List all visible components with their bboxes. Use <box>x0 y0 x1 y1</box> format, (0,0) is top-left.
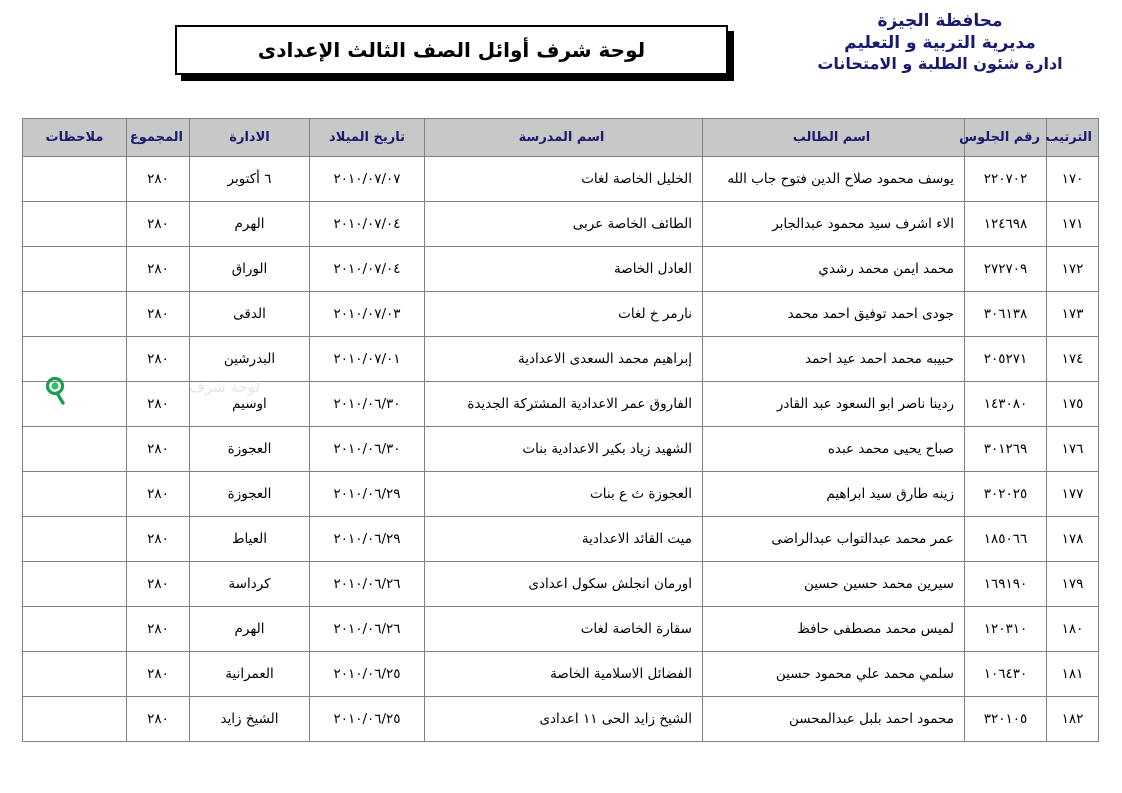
cell-school: ميت القائد الاعدادية <box>425 517 703 562</box>
table-row <box>23 157 1099 202</box>
cell-name: حبيبه محمد احمد عيد احمد <box>703 337 965 382</box>
cell-seat: ٢٧٢٧٠٩ <box>965 247 1047 292</box>
cell-seat: ٢٢٠٧٠٢ <box>965 157 1047 202</box>
cell-rank: ١٧٣ <box>1047 292 1099 337</box>
column-header-seat: رقم الجلوس <box>965 119 1047 157</box>
cell-notes <box>23 382 127 427</box>
page-title: لوحة شرف أوائل الصف الثالث الإعدادى <box>257 38 646 62</box>
cell-notes <box>23 472 127 517</box>
cell-total: ٢٨٠ <box>127 427 190 472</box>
cell-name: صباح يحيى محمد عبده <box>703 427 965 472</box>
cell-notes <box>23 292 127 337</box>
table-body <box>23 157 1099 742</box>
cell-notes <box>23 202 127 247</box>
cell-school: اورمان انجلش سكول اعدادى <box>425 562 703 607</box>
honor-roll-table <box>22 118 1099 742</box>
cell-dob: ٢٠١٠/٠٧/٠٧ <box>310 157 425 202</box>
cell-name: سلمي محمد علي محمود حسين <box>703 652 965 697</box>
cell-notes <box>23 337 127 382</box>
cell-notes <box>23 607 127 652</box>
cell-school: الخليل الخاصة لغات <box>425 157 703 202</box>
cell-seat: ٣٠١٢٦٩ <box>965 427 1047 472</box>
cell-admin: الهرم <box>190 202 310 247</box>
table-row <box>23 382 1099 427</box>
cell-school: نارمر خ لغات <box>425 292 703 337</box>
cell-notes <box>23 652 127 697</box>
column-header-notes: ملاحظات <box>23 119 127 157</box>
column-header-birthdate: تاريخ الميلاد <box>310 119 425 157</box>
cell-total: ٢٨٠ <box>127 607 190 652</box>
cell-admin: العجوزة <box>190 472 310 517</box>
column-header-total: المجموع <box>127 119 190 157</box>
cell-name: يوسف محمود صلاح الدين فتوح جاب الله <box>703 157 965 202</box>
cell-dob: ٢٠١٠/٠٦/٣٠ <box>310 382 425 427</box>
cell-name: زينه طارق سيد ابراهيم <box>703 472 965 517</box>
cell-school: إبراهيم محمد السعدى الاعدادية <box>425 337 703 382</box>
cell-name: محمد ايمن محمد رشدي <box>703 247 965 292</box>
governorate-line: محافظة الجيزة <box>877 11 1003 31</box>
cell-rank: ١٧٩ <box>1047 562 1099 607</box>
cell-dob: ٢٠١٠/٠٦/٢٩ <box>310 472 425 517</box>
title-box <box>175 25 728 75</box>
cell-rank: ١٧٢ <box>1047 247 1099 292</box>
cell-notes <box>23 697 127 742</box>
cell-name: لميس محمد مصطفى حافظ <box>703 607 965 652</box>
cell-admin: البدرشين <box>190 337 310 382</box>
cell-admin: الوراق <box>190 247 310 292</box>
cell-admin: الدقى <box>190 292 310 337</box>
cell-seat: ١٦٩١٩٠ <box>965 562 1047 607</box>
cell-rank: ١٧٠ <box>1047 157 1099 202</box>
cell-school: الطائف الخاصة عربى <box>425 202 703 247</box>
table-row <box>23 472 1099 517</box>
cell-total: ٢٨٠ <box>127 382 190 427</box>
ministry-heading <box>770 10 1110 75</box>
cell-notes <box>23 517 127 562</box>
cell-dob: ٢٠١٠/٠٦/٢٥ <box>310 697 425 742</box>
cell-admin: الهرم <box>190 607 310 652</box>
cell-seat: ١٨٥٠٦٦ <box>965 517 1047 562</box>
cell-admin: ٦ أكتوبر <box>190 157 310 202</box>
cell-school: الشهيد زياد بكير الاعدادية بنات <box>425 427 703 472</box>
cell-notes <box>23 157 127 202</box>
cell-admin: العمرانية <box>190 652 310 697</box>
cell-admin: كرداسة <box>190 562 310 607</box>
column-header-rank: الترتيب <box>1047 119 1099 157</box>
table-row <box>23 337 1099 382</box>
cell-admin: العياط <box>190 517 310 562</box>
cell-dob: ٢٠١٠/٠٧/٠١ <box>310 337 425 382</box>
cell-total: ٢٨٠ <box>127 517 190 562</box>
cell-dob: ٢٠١٠/٠٦/٢٥ <box>310 652 425 697</box>
ghost-watermark-text: لوحة شرف <box>189 378 260 396</box>
cell-name: جودى احمد توفيق احمد محمد <box>703 292 965 337</box>
cell-total: ٢٨٠ <box>127 247 190 292</box>
cell-rank: ١٧٨ <box>1047 517 1099 562</box>
table-row <box>23 652 1099 697</box>
table-row <box>23 517 1099 562</box>
cell-total: ٢٨٠ <box>127 292 190 337</box>
cell-school: الفاروق عمر الاعدادية المشتركة الجديدة <box>425 382 703 427</box>
cell-name: سيرين محمد حسين حسين <box>703 562 965 607</box>
cell-total: ٢٨٠ <box>127 337 190 382</box>
table-row <box>23 247 1099 292</box>
cell-rank: ١٨٢ <box>1047 697 1099 742</box>
cell-name: عمر محمد عبدالتواب عبدالراضى <box>703 517 965 562</box>
cell-dob: ٢٠١٠/٠٦/٢٩ <box>310 517 425 562</box>
cell-rank: ١٧٤ <box>1047 337 1099 382</box>
table-row <box>23 697 1099 742</box>
cell-total: ٢٨٠ <box>127 472 190 517</box>
directorate-line: مديرية التربية و التعليم <box>844 33 1036 54</box>
cell-notes <box>23 427 127 472</box>
cell-seat: ١٢٤٦٩٨ <box>965 202 1047 247</box>
cell-seat: ٣٠٢٠٢٥ <box>965 472 1047 517</box>
cell-admin: اوسيم <box>190 382 310 427</box>
cell-total: ٢٨٠ <box>127 157 190 202</box>
column-header-student-name: اسم الطالب <box>703 119 965 157</box>
cell-seat: ١٠٦٤٣٠ <box>965 652 1047 697</box>
cell-notes <box>23 562 127 607</box>
cell-rank: ١٧١ <box>1047 202 1099 247</box>
cell-seat: ٢٠٥٢٧١ <box>965 337 1047 382</box>
table-row <box>23 607 1099 652</box>
cell-notes <box>23 247 127 292</box>
cell-total: ٢٨٠ <box>127 697 190 742</box>
table-header-row <box>23 119 1099 157</box>
table-row <box>23 292 1099 337</box>
cell-total: ٢٨٠ <box>127 652 190 697</box>
cell-school: سقارة الخاصة لغات <box>425 607 703 652</box>
cell-dob: ٢٠١٠/٠٧/٠٤ <box>310 202 425 247</box>
table-row <box>23 562 1099 607</box>
cell-name: محمود احمد بلبل عبدالمحسن <box>703 697 965 742</box>
cell-seat: ١٤٣٠٨٠ <box>965 382 1047 427</box>
department-line: ادارة شئون الطلبة و الامتحانات <box>817 54 1063 74</box>
cell-dob: ٢٠١٠/٠٦/٣٠ <box>310 427 425 472</box>
cell-dob: ٢٠١٠/٠٧/٠٣ <box>310 292 425 337</box>
cell-seat: ١٢٠٣١٠ <box>965 607 1047 652</box>
cell-seat: ٣٠٦١٣٨ <box>965 292 1047 337</box>
cell-admin: العجوزة <box>190 427 310 472</box>
column-header-school: اسم المدرسة <box>425 119 703 157</box>
cell-total: ٢٨٠ <box>127 562 190 607</box>
column-header-administration: الادارة <box>190 119 310 157</box>
cell-rank: ١٧٧ <box>1047 472 1099 517</box>
cell-school: الفضائل الاسلامية الخاصة <box>425 652 703 697</box>
cell-rank: ١٧٦ <box>1047 427 1099 472</box>
cell-total: ٢٨٠ <box>127 202 190 247</box>
cell-name: الاء اشرف سيد محمود عبدالجابر <box>703 202 965 247</box>
document-header <box>0 0 1122 112</box>
cell-school: الشيخ زايد الحى ١١ اعدادى <box>425 697 703 742</box>
cell-admin: الشيخ زايد <box>190 697 310 742</box>
cell-school: العجوزة ث ع بنات <box>425 472 703 517</box>
table-row <box>23 427 1099 472</box>
cell-name: ردينا ناصر ابو السعود عبد القادر <box>703 382 965 427</box>
cell-rank: ١٨٠ <box>1047 607 1099 652</box>
cell-seat: ٣٢٠١٠٥ <box>965 697 1047 742</box>
cell-dob: ٢٠١٠/٠٧/٠٤ <box>310 247 425 292</box>
cell-school: العادل الخاصة <box>425 247 703 292</box>
table-row <box>23 202 1099 247</box>
cell-dob: ٢٠١٠/٠٦/٢٦ <box>310 607 425 652</box>
cell-rank: ١٧٥ <box>1047 382 1099 427</box>
cell-dob: ٢٠١٠/٠٦/٢٦ <box>310 562 425 607</box>
cell-rank: ١٨١ <box>1047 652 1099 697</box>
